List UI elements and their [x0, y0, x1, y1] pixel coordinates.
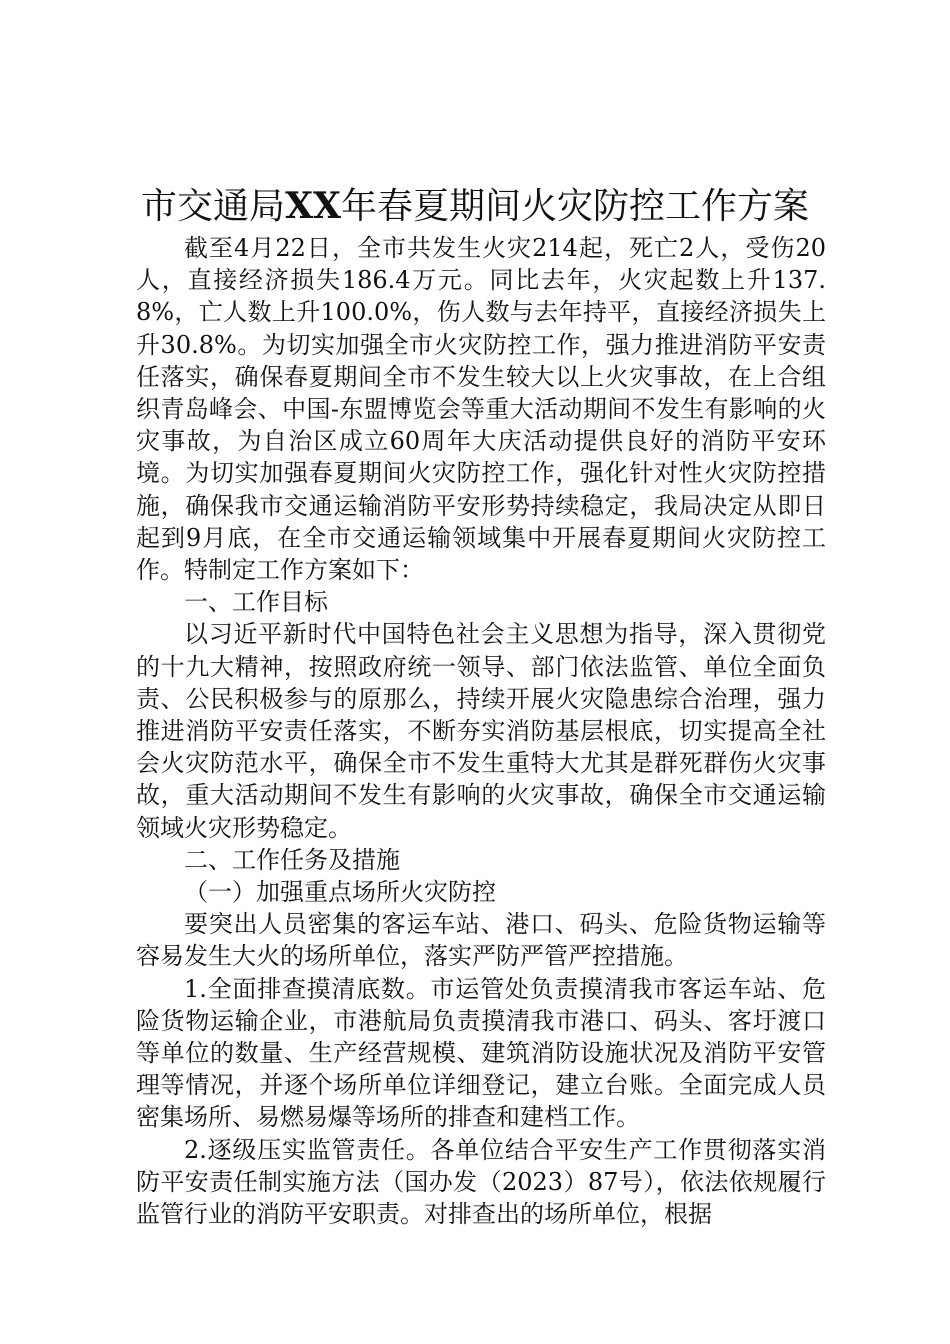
task-item-2: 2.逐级压实监管责任。各单位结合平安生产工作贯彻落实消防平安责任制实施方法（国办发（2023）87号），依法依规履行监管行业的消防平安职责。对排查出的场所单位，根据: [136, 1135, 826, 1229]
title-suffix: 年春夏期间火灾防控工作方案: [340, 186, 809, 227]
task-item-1: 1.全面排查摸清底数。市运管处负责摸清我市客运车站、危险货物运输企业，市港航局负责摸清我市港口、码头、客圩渡口等单位的数量、生产经营规模、建筑消防设施状况及消防平安管理等情况，并逐个场所单位详细登记，建立台账。全面完成人员密集场所、易燃易爆等场所的排查和建档工作。: [136, 974, 826, 1132]
title-placeholder-year: XX: [285, 185, 341, 227]
document-body: [136, 232, 826, 1230]
title-prefix: 市交通局: [141, 186, 286, 227]
goals-paragraph: 以习近平新时代中国特色社会主义思想为指导，深入贯彻党的十九大精神，按照政府统一领导、部门依法监管、单位全面负责、公民积极参与的原那么，持续开展火灾隐患综合治理，强力推进消防平安责任落实，不断夯实消防基层根底，切实提高全社会火灾防范水平，确保全市不发生重特大尤其是群死群伤火灾事故，重大活动期间不发生有影响的火灾事故，确保全市交通运输领域火灾形势稳定。: [136, 620, 826, 842]
intro-paragraph: 截至4月22日，全市共发生火灾214起，死亡2人，受伤20人，直接经济损失186.4万元。同比去年，火灾起数上升137.8%，亡人数上升100.0%，伤人数与去年持平，直接经济损失上升30.8%。为切实加强全市火灾防控工作，强力推进消防平安责任落实，确保春夏期间全市不发生较大以上火灾事故，在上合组织青岛峰会、中国-东盟博览会等重大活动期间不发生有影响的火灾事故，为自治区成立60周年大庆活动提供良好的消防平安环境。为切实加强春夏期间火灾防控工作，强化针对性火灾防控措施，确保我市交通运输消防平安形势持续稳定，我局决定从即日起到9月底，在全市交通运输领域集中开展春夏期间火灾防控工作。特制定工作方案如下：: [136, 234, 826, 585]
document-title: [0, 183, 950, 230]
subsection-heading-key-places: （一）加强重点场所火灾防控: [184, 878, 496, 907]
section-heading-tasks: 二、工作任务及措施: [184, 845, 400, 874]
section-heading-goals: 一、工作目标: [184, 588, 328, 617]
key-places-paragraph: 要突出人员密集的客运车站、港口、码头、危险货物运输等容易发生大火的场所单位，落实严防严管严控措施。: [136, 910, 826, 971]
